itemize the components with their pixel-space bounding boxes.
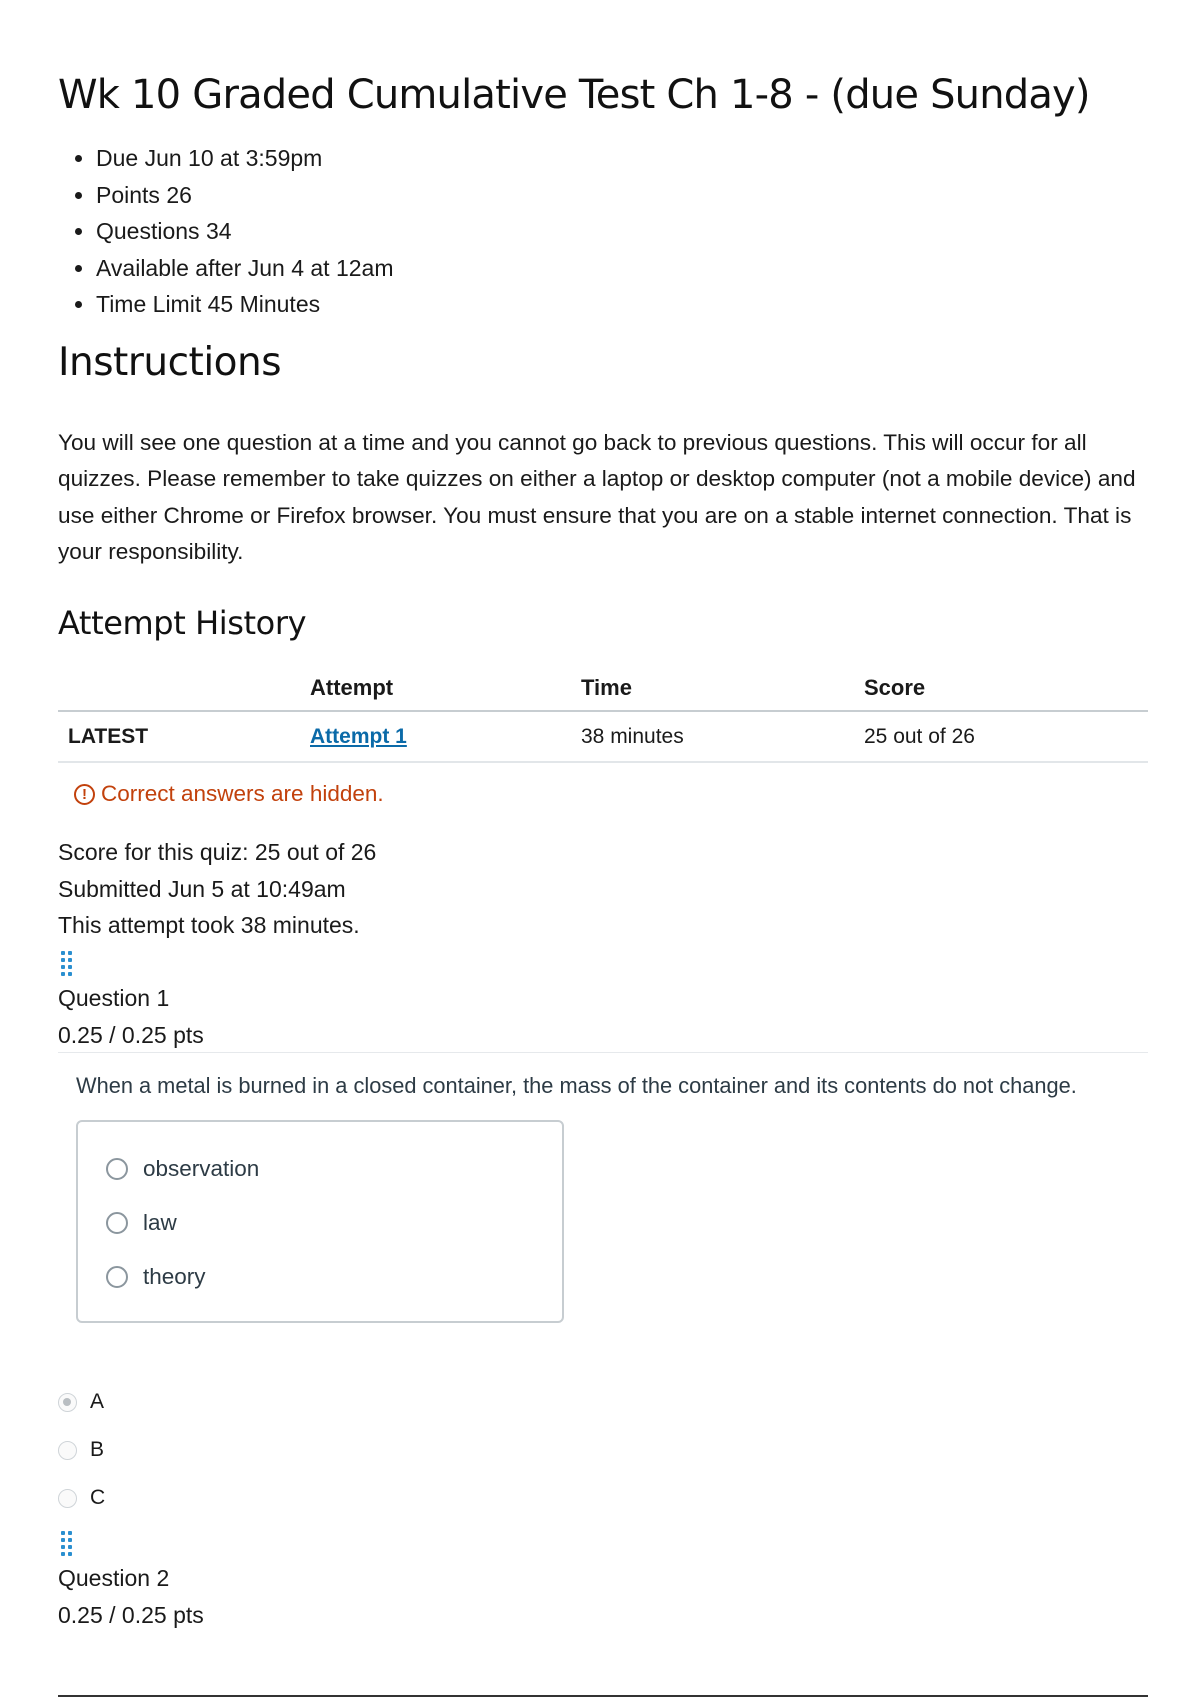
score-cell: 25 out of 26 — [864, 711, 1148, 762]
column-header-time: Time — [581, 666, 864, 711]
attempt-history-table — [58, 666, 1148, 763]
answer-choice-theory[interactable] — [106, 1264, 206, 1290]
question-title: Question 1 — [58, 985, 170, 1011]
choice-label: observation — [143, 1156, 260, 1181]
quiz-score: Score for this quiz: 25 out of 26 — [58, 839, 377, 865]
question-1-header — [58, 980, 204, 1054]
meta-due: • Due Jun 10 at 3:59pm — [96, 140, 393, 177]
letter-option-a[interactable] — [58, 1390, 104, 1414]
page-bottom-rule — [58, 1695, 1148, 1697]
radio-button[interactable] — [106, 1266, 128, 1288]
choice-label: theory — [143, 1264, 206, 1289]
instructions-text: You will see one question at a time and you cannot go back to previous questions. This will occur for all quizzes. Please remember to take quizzes on either a laptop or desktop computer (not a mobile device) and use either Chrome or Firefox browser. You must ensure that you are on a stable internet connection. That is your responsibility. — [58, 430, 1136, 564]
letter-label: A — [90, 1390, 105, 1413]
table-row — [58, 711, 1148, 762]
column-header-attempt: Attempt — [310, 666, 581, 711]
attempt-cell — [310, 711, 581, 762]
attempt-1-link[interactable]: Attempt 1 — [310, 724, 407, 748]
attempt-duration: This attempt took 38 minutes. — [58, 912, 360, 938]
meta-time-limit: • Time Limit 45 Minutes — [96, 286, 393, 323]
meta-questions: • Questions 34 — [96, 213, 393, 250]
question-title: Question 2 — [58, 1565, 170, 1591]
question-1-text: When a metal is burned in a closed container, the mass of the container and its contents do not change. — [76, 1073, 1077, 1098]
warning-circle-icon: ! — [74, 784, 95, 805]
notice-text: Correct answers are hidden. — [101, 781, 384, 806]
quiz-meta-list — [58, 140, 393, 323]
column-header-label — [58, 666, 310, 711]
question-points: 0.25 / 0.25 pts — [58, 1602, 204, 1628]
column-header-score: Score — [864, 666, 1148, 711]
meta-points: • Points 26 — [96, 177, 393, 214]
time-cell: 38 minutes — [581, 711, 864, 762]
letter-option-b[interactable] — [58, 1438, 104, 1462]
score-summary — [58, 834, 376, 944]
radio-button[interactable] — [106, 1158, 128, 1180]
choice-label: law — [143, 1210, 177, 1235]
instructions-heading: Instructions — [58, 340, 282, 385]
radio-button[interactable] — [58, 1489, 77, 1508]
question-points: 0.25 / 0.25 pts — [58, 1022, 204, 1048]
question-divider — [58, 1052, 1148, 1053]
submitted-time: Submitted Jun 5 at 10:49am — [58, 875, 346, 902]
table-header-row — [58, 666, 1148, 711]
answer-choice-observation[interactable] — [106, 1156, 259, 1182]
radio-button[interactable] — [58, 1441, 77, 1460]
answer-choice-law[interactable] — [106, 1210, 177, 1236]
drag-handle-icon[interactable] — [61, 951, 75, 977]
drag-handle-icon[interactable] — [61, 1531, 75, 1557]
letter-label: B — [90, 1438, 105, 1461]
letter-label: C — [90, 1486, 106, 1509]
selected-radio-button[interactable] — [58, 1393, 77, 1412]
answer-choices-box — [76, 1120, 564, 1323]
quiz-title: Wk 10 Graded Cumulative Test Ch 1-8 - (due Sunday) — [58, 72, 1090, 118]
question-2-header — [58, 1560, 204, 1634]
correct-answers-hidden-notice — [74, 781, 384, 807]
row-label-latest: LATEST — [58, 711, 310, 762]
letter-option-c[interactable] — [58, 1486, 105, 1510]
meta-available: • Available after Jun 4 at 12am — [96, 250, 393, 287]
radio-button[interactable] — [106, 1212, 128, 1234]
attempt-history-heading: Attempt History — [58, 604, 307, 642]
